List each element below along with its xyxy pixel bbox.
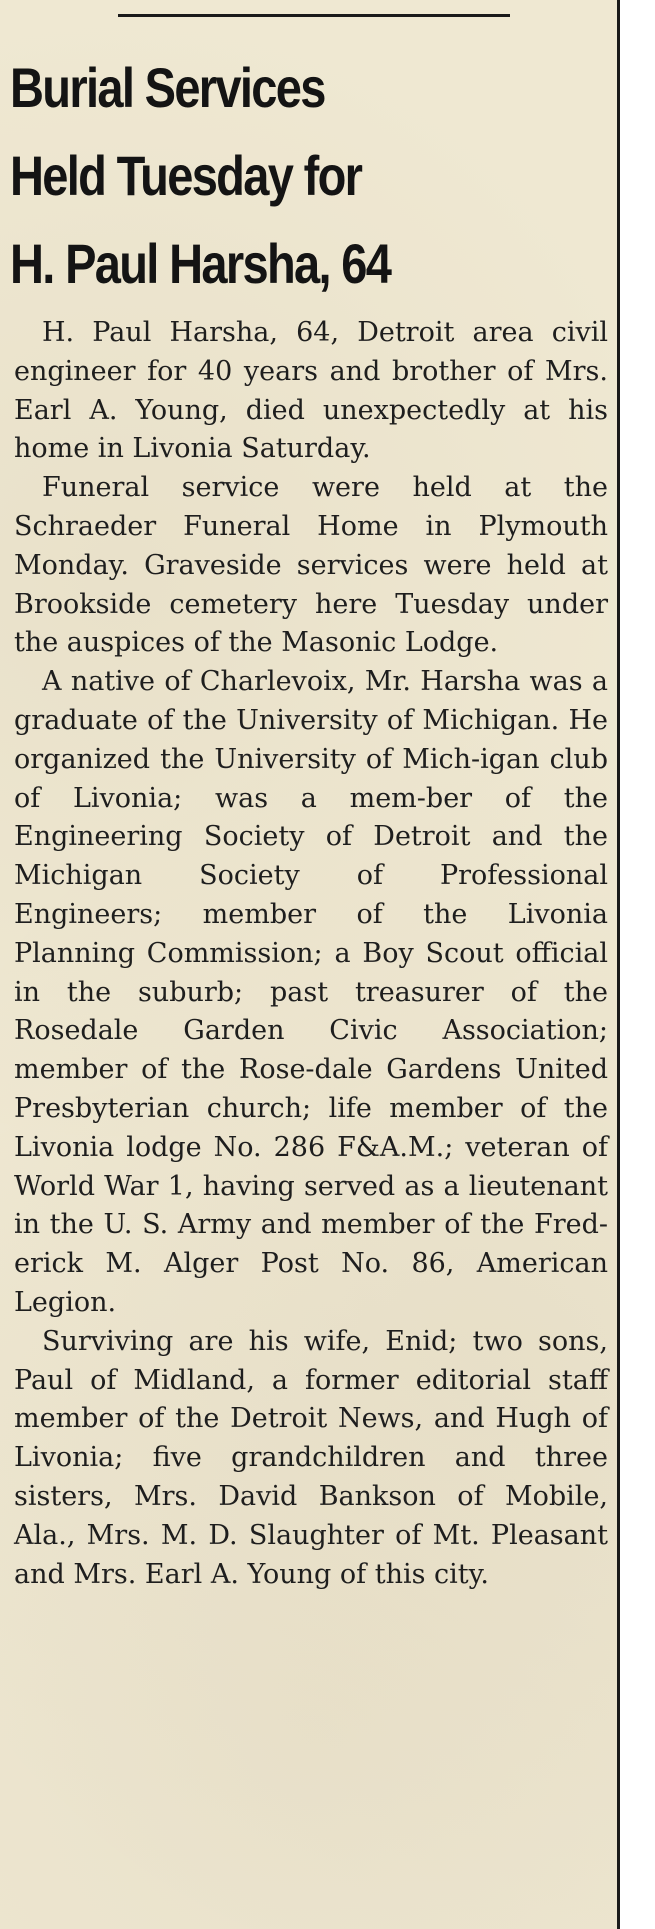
- article-paragraph: H. Paul Harsha, 64, Detroit area civil engineer for 40 years and brother of Mrs. Earl A. Young, died unexpectedly at his home in Livonia Saturday.: [14, 317, 608, 465]
- article-paragraph: Funeral service were held at the Schraeder Funeral Home in Plymouth Monday. Graveside services were held at Brookside cemetery here Tuesday under the auspices of the Masonic Lodge.: [14, 472, 608, 659]
- headline-line-1: Burial Services: [10, 56, 325, 119]
- article-paragraph: Surviving are his wife, Enid; two sons, Paul of Midland, a former editorial staff member of the Detroit News, and Hugh of Livonia; five grandchildren and three sisters, Mrs. David Bankson of Mobile, Ala., Mrs. M. D. Slaughter of Mt. Pleasant and Mrs. Earl A. Young of this city.: [14, 1325, 608, 1590]
- headline-line-2: Held Tuesday for: [10, 144, 362, 207]
- headline: [10, 44, 514, 308]
- article-paragraph: A native of Charlevoix, Mr. Harsha was a graduate of the University of Michigan. He organized the University of Mich-igan club of Livonia; was a mem-ber of the Engineering Society of Detroit and the Michigan Society of Professional Engineers; member of the Livonia Planning Commission; a Boy Scout official in the suburb; past treasurer of the Rosedale Garden Civic Association; member of the Rose-dale Gardens United Presbyterian church; life member of the Livonia lodge No. 286 F&A.M.; veteran of World War 1, having served as a lieutenant in the U. S. Army and member of the Fred-erick M. Alger Post No. 86, American Legion.: [14, 666, 608, 1318]
- top-rule: [118, 14, 510, 17]
- headline-line-3: H. Paul Harsha, 64: [10, 232, 391, 295]
- article-body: [14, 314, 608, 1594]
- column-rule: [617, 0, 620, 1929]
